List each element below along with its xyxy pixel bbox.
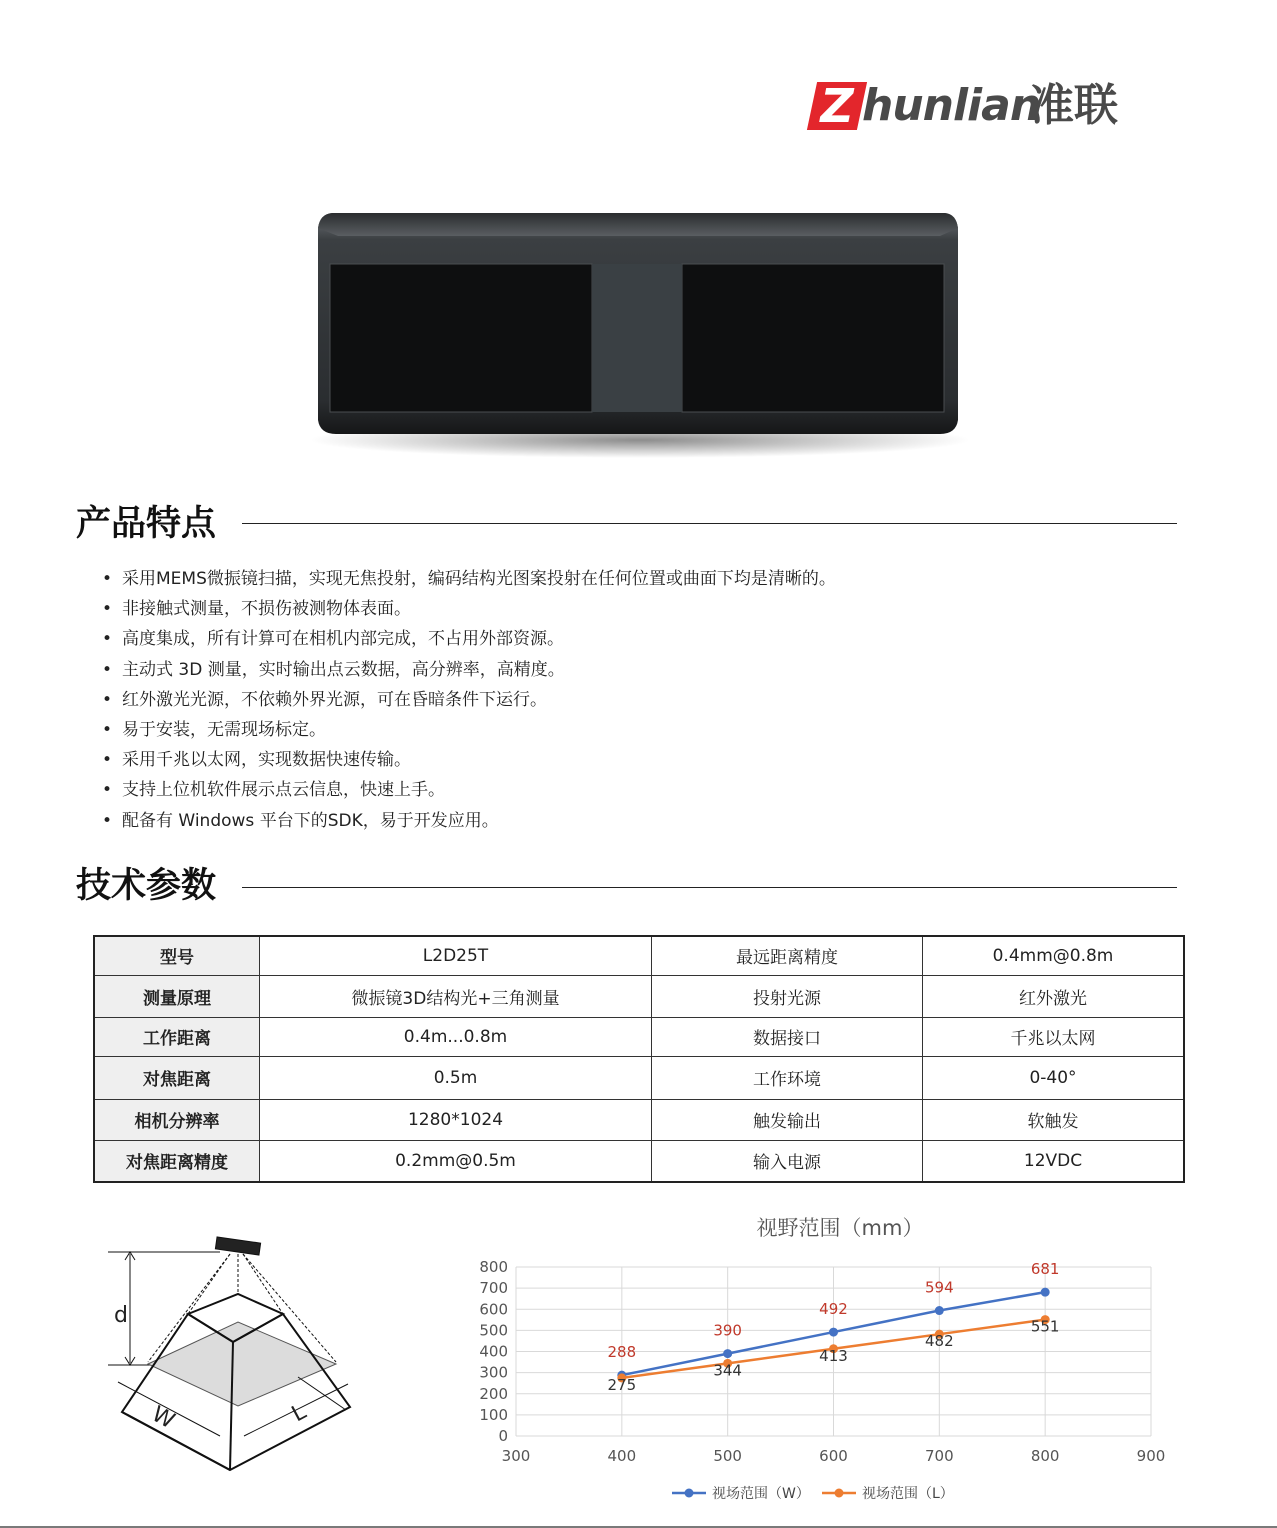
table-row: [94, 1056, 1184, 1099]
product-image: [300, 188, 980, 468]
data-label: 288: [607, 1343, 637, 1362]
bullet-icon: •: [102, 659, 113, 680]
spec-label: 工作环境: [652, 1056, 923, 1099]
data-point: [1041, 1288, 1050, 1297]
spec-value: 0.5m: [260, 1056, 652, 1099]
bullet-icon: •: [102, 599, 113, 620]
feature-item: • 支持上位机软件展示点云信息，快速上手。: [100, 775, 836, 805]
data-point: [829, 1328, 838, 1337]
spec-label: 对焦距离: [94, 1056, 260, 1099]
data-label: 413: [819, 1346, 848, 1365]
table-row: [94, 936, 1184, 975]
x-tick-label: 900: [1136, 1447, 1166, 1465]
y-tick-label: 500: [479, 1321, 508, 1340]
spec-value: L2D25T: [260, 936, 652, 975]
spec-value: 0.4mm@0.8m: [923, 936, 1185, 975]
y-tick-label: 200: [479, 1384, 508, 1403]
feature-item: • 配备有 Windows 平台下的SDK，易于开发应用。: [100, 806, 836, 836]
spec-value: 微振镜3D结构光+三角测量: [260, 975, 652, 1017]
spec-label: 型号: [94, 936, 260, 975]
bullet-icon: •: [102, 629, 113, 650]
spec-label: 输入电源: [652, 1140, 923, 1182]
spec-label: 最远距离精度: [652, 936, 923, 975]
data-label: 390: [713, 1321, 742, 1340]
data-point: [935, 1306, 944, 1315]
bullet-icon: •: [102, 689, 113, 710]
table-row: [94, 1099, 1184, 1140]
x-tick-label: 300: [501, 1447, 531, 1465]
bullet-icon: •: [102, 810, 113, 831]
logo-letter: Z: [820, 79, 854, 133]
diagram-label-w: W: [147, 1401, 179, 1435]
specs-section-title: 技术参数: [76, 866, 217, 906]
spec-value: 0.2mm@0.5m: [260, 1140, 652, 1182]
feature-item: • 采用MEMS微振镜扫描，实现无焦投射，编码结构光图案投射在任何位置或曲面下均是清晰的。: [100, 564, 836, 594]
bullet-icon: •: [102, 780, 113, 801]
spec-label: 工作距离: [94, 1017, 260, 1056]
spec-value: 0-40°: [923, 1056, 1185, 1099]
legend-entry: 视场范围（L）: [862, 1486, 954, 1502]
y-tick-label: 800: [479, 1258, 508, 1276]
feature-item: • 采用千兆以太网，实现数据快速传输。: [100, 745, 836, 775]
feature-item: • 非接触式测量，不损伤被测物体表面。: [100, 594, 836, 624]
table-row: [94, 1140, 1184, 1182]
features-title-rule: [242, 523, 1177, 524]
features-list: [100, 564, 836, 836]
data-label: 551: [1030, 1317, 1060, 1336]
spec-label: 相机分辨率: [94, 1099, 260, 1140]
bullet-icon: •: [102, 750, 113, 771]
data-label: 681: [1030, 1260, 1060, 1279]
y-tick-label: 400: [479, 1342, 508, 1361]
field-of-view-diagram: [108, 1232, 368, 1477]
x-tick-label: 800: [1030, 1447, 1060, 1465]
features-section-title: 产品特点: [76, 504, 217, 544]
data-label: 344: [713, 1361, 742, 1380]
spec-value: 软触发: [923, 1099, 1185, 1140]
spec-label: 数据接口: [652, 1017, 923, 1056]
y-tick-label: 600: [479, 1300, 508, 1319]
logo-wordmark: hunlian: [862, 80, 1041, 131]
spec-value: 红外激光: [923, 975, 1185, 1017]
y-tick-label: 300: [479, 1363, 508, 1382]
brand-logo: [812, 78, 1172, 134]
spec-value: 千兆以太网: [923, 1017, 1185, 1056]
data-label: 482: [925, 1332, 954, 1351]
y-tick-label: 700: [479, 1279, 508, 1298]
y-tick-label: 0: [498, 1427, 508, 1445]
feature-item: • 高度集成，所有计算可在相机内部完成，不占用外部资源。: [100, 624, 836, 654]
legend-swatch-marker: [835, 1489, 844, 1498]
table-row: [94, 975, 1184, 1017]
bullet-icon: •: [102, 569, 113, 589]
specs-title-rule: [242, 887, 1177, 888]
x-tick-label: 700: [925, 1447, 954, 1465]
spec-label: 投射光源: [652, 975, 923, 1017]
legend-swatch-marker: [685, 1489, 694, 1498]
x-tick-label: 600: [819, 1447, 848, 1465]
bullet-icon: •: [102, 719, 113, 740]
data-point: [723, 1349, 732, 1358]
spec-label: 对焦距离精度: [94, 1140, 260, 1182]
field-of-view-chart: [460, 1205, 1220, 1520]
feature-item: • 主动式 3D 测量，实时输出点云数据，高分辨率，高精度。: [100, 655, 836, 685]
data-label: 492: [819, 1300, 848, 1319]
data-label: 275: [607, 1375, 637, 1394]
diagram-label-d: d: [114, 1303, 128, 1328]
x-tick-label: 500: [713, 1447, 742, 1465]
spec-label: 测量原理: [94, 975, 260, 1017]
spec-table: [93, 935, 1185, 1183]
logo-chinese-name: 准联: [1030, 80, 1118, 131]
data-label: 594: [925, 1278, 954, 1297]
spec-value: 1280*1024: [260, 1099, 652, 1140]
feature-item: • 红外激光光源，不依赖外界光源，可在昏暗条件下运行。: [100, 685, 836, 715]
feature-item: • 易于安装，无需现场标定。: [100, 715, 836, 745]
spec-label: 触发输出: [652, 1099, 923, 1140]
spec-value: 12VDC: [923, 1140, 1185, 1182]
table-row: [94, 1017, 1184, 1056]
diagram-label-l: L: [287, 1399, 311, 1428]
x-tick-label: 400: [607, 1447, 637, 1465]
chart-title: 视野范围（mm）: [756, 1216, 924, 1240]
legend-entry: 视场范围（W）: [712, 1486, 810, 1502]
spec-value: 0.4m...0.8m: [260, 1017, 652, 1056]
y-tick-label: 100: [479, 1405, 508, 1424]
